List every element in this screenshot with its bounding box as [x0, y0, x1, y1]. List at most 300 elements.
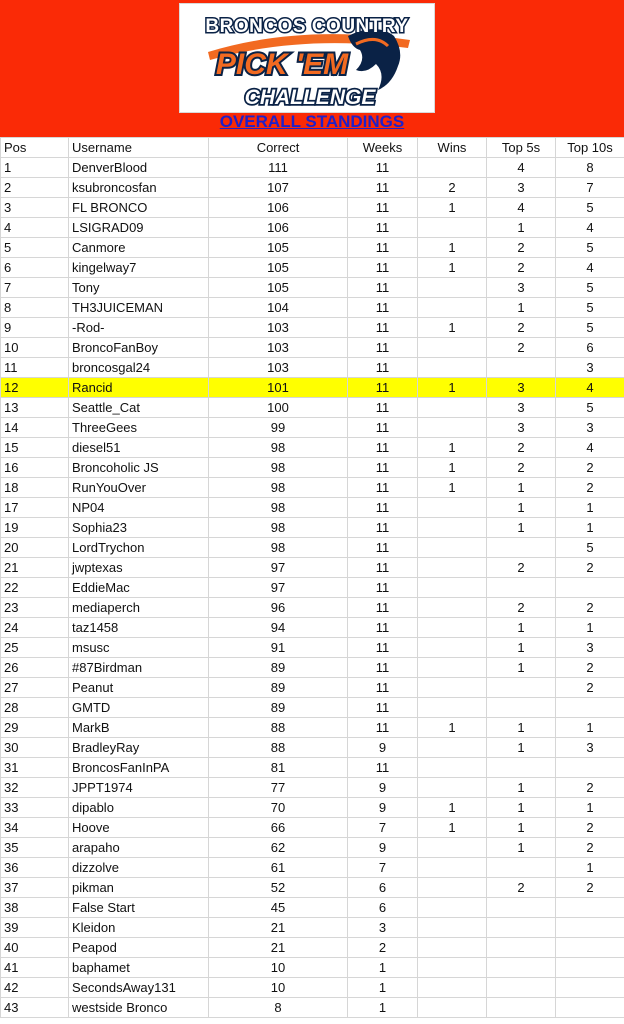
- wins-cell: 2: [418, 178, 487, 198]
- logo-line-2: PICK 'EM: [215, 48, 349, 81]
- top10s-cell: [556, 938, 624, 958]
- weeks-cell: 11: [348, 318, 418, 338]
- pos-cell: 23: [1, 598, 69, 618]
- weeks-cell: 6: [348, 878, 418, 898]
- pos-cell: 20: [1, 538, 69, 558]
- wins-cell: [418, 598, 487, 618]
- weeks-cell: 11: [348, 438, 418, 458]
- col-header-weeks: Weeks: [348, 138, 418, 158]
- pos-cell: 12: [1, 378, 69, 398]
- col-header-username: Username: [69, 138, 209, 158]
- weeks-cell: 11: [348, 258, 418, 278]
- correct-cell: 88: [209, 718, 348, 738]
- wins-cell: [418, 778, 487, 798]
- table-row: [1, 558, 624, 578]
- pos-cell: 17: [1, 498, 69, 518]
- wins-cell: 1: [418, 238, 487, 258]
- username-cell: dipablo: [69, 798, 209, 818]
- pos-cell: 41: [1, 958, 69, 978]
- table-row: [1, 258, 624, 278]
- username-cell: #87Birdman: [69, 658, 209, 678]
- top10s-cell: 2: [556, 458, 624, 478]
- col-header-correct: Correct: [209, 138, 348, 158]
- pos-cell: 42: [1, 978, 69, 998]
- username-cell: Broncoholic JS: [69, 458, 209, 478]
- wins-cell: 1: [418, 378, 487, 398]
- weeks-cell: 11: [348, 198, 418, 218]
- correct-cell: 106: [209, 198, 348, 218]
- weeks-cell: 11: [348, 718, 418, 738]
- correct-cell: 98: [209, 458, 348, 478]
- username-cell: FL BRONCO: [69, 198, 209, 218]
- top10s-cell: 1: [556, 498, 624, 518]
- table-row: [1, 718, 624, 738]
- pos-cell: 3: [1, 198, 69, 218]
- correct-cell: 81: [209, 758, 348, 778]
- weeks-cell: 11: [348, 558, 418, 578]
- top10s-cell: 1: [556, 858, 624, 878]
- top5s-cell: 1: [487, 718, 556, 738]
- col-header-top10s: Top 10s: [556, 138, 624, 158]
- table-row: [1, 398, 624, 418]
- correct-cell: 94: [209, 618, 348, 638]
- username-cell: dizzolve: [69, 858, 209, 878]
- correct-cell: 61: [209, 858, 348, 878]
- top10s-cell: 8: [556, 158, 624, 178]
- username-cell: Peapod: [69, 938, 209, 958]
- correct-cell: 45: [209, 898, 348, 918]
- username-cell: Hoove: [69, 818, 209, 838]
- top10s-cell: 5: [556, 198, 624, 218]
- pos-cell: 19: [1, 518, 69, 538]
- weeks-cell: 11: [348, 238, 418, 258]
- wins-cell: [418, 578, 487, 598]
- pos-cell: 7: [1, 278, 69, 298]
- table-row: [1, 358, 624, 378]
- top10s-cell: 6: [556, 338, 624, 358]
- top10s-cell: 2: [556, 658, 624, 678]
- top10s-cell: 1: [556, 518, 624, 538]
- top5s-cell: 1: [487, 778, 556, 798]
- standings-body: [1, 158, 624, 1018]
- pos-cell: 22: [1, 578, 69, 598]
- username-cell: Canmore: [69, 238, 209, 258]
- top10s-cell: 2: [556, 878, 624, 898]
- username-cell: mediaperch: [69, 598, 209, 618]
- logo-graphic: [180, 4, 434, 112]
- pos-cell: 33: [1, 798, 69, 818]
- top10s-cell: [556, 998, 624, 1018]
- wins-cell: [418, 858, 487, 878]
- correct-cell: 103: [209, 358, 348, 378]
- top10s-cell: 7: [556, 178, 624, 198]
- wins-cell: [418, 958, 487, 978]
- weeks-cell: 9: [348, 738, 418, 758]
- username-cell: Sophia23: [69, 518, 209, 538]
- top5s-cell: [487, 358, 556, 378]
- col-header-top5s: Top 5s: [487, 138, 556, 158]
- top10s-cell: 3: [556, 358, 624, 378]
- top10s-cell: 5: [556, 538, 624, 558]
- username-cell: JPPT1974: [69, 778, 209, 798]
- pos-cell: 11: [1, 358, 69, 378]
- top10s-cell: [556, 698, 624, 718]
- username-cell: False Start: [69, 898, 209, 918]
- username-cell: BroncosFanInPA: [69, 758, 209, 778]
- username-cell: Rancid: [69, 378, 209, 398]
- weeks-cell: 2: [348, 938, 418, 958]
- top10s-cell: 2: [556, 838, 624, 858]
- username-cell: TH3JUICEMAN: [69, 298, 209, 318]
- table-row: [1, 818, 624, 838]
- wins-cell: [418, 278, 487, 298]
- table-row: [1, 338, 624, 358]
- top10s-cell: 4: [556, 438, 624, 458]
- correct-cell: 99: [209, 418, 348, 438]
- table-row: [1, 998, 624, 1018]
- top5s-cell: [487, 678, 556, 698]
- top5s-cell: 2: [487, 598, 556, 618]
- top5s-cell: 1: [487, 638, 556, 658]
- pos-cell: 32: [1, 778, 69, 798]
- top10s-cell: 3: [556, 638, 624, 658]
- correct-cell: 8: [209, 998, 348, 1018]
- weeks-cell: 6: [348, 898, 418, 918]
- correct-cell: 62: [209, 838, 348, 858]
- table-row: [1, 878, 624, 898]
- pos-cell: 4: [1, 218, 69, 238]
- header-banner: [0, 0, 624, 137]
- top10s-cell: 1: [556, 618, 624, 638]
- weeks-cell: 11: [348, 598, 418, 618]
- pos-cell: 30: [1, 738, 69, 758]
- weeks-cell: 11: [348, 518, 418, 538]
- pos-cell: 5: [1, 238, 69, 258]
- top5s-cell: 3: [487, 278, 556, 298]
- wins-cell: [418, 998, 487, 1018]
- table-row: [1, 658, 624, 678]
- wins-cell: 1: [418, 198, 487, 218]
- wins-cell: [418, 678, 487, 698]
- correct-cell: 103: [209, 338, 348, 358]
- username-cell: MarkB: [69, 718, 209, 738]
- table-row: [1, 638, 624, 658]
- weeks-cell: 11: [348, 538, 418, 558]
- username-cell: GMTD: [69, 698, 209, 718]
- table-row: [1, 618, 624, 638]
- top5s-cell: [487, 698, 556, 718]
- weeks-cell: 7: [348, 858, 418, 878]
- weeks-cell: 11: [348, 678, 418, 698]
- top5s-cell: 4: [487, 198, 556, 218]
- correct-cell: 97: [209, 558, 348, 578]
- top5s-cell: 1: [487, 738, 556, 758]
- wins-cell: [418, 538, 487, 558]
- top10s-cell: 5: [556, 238, 624, 258]
- table-row: [1, 198, 624, 218]
- username-cell: baphamet: [69, 958, 209, 978]
- username-cell: EddieMac: [69, 578, 209, 598]
- top5s-cell: [487, 938, 556, 958]
- username-cell: RunYouOver: [69, 478, 209, 498]
- pos-cell: 37: [1, 878, 69, 898]
- table-row: [1, 958, 624, 978]
- top5s-cell: 2: [487, 458, 556, 478]
- wins-cell: [418, 218, 487, 238]
- weeks-cell: 11: [348, 478, 418, 498]
- weeks-cell: 11: [348, 418, 418, 438]
- pos-cell: 2: [1, 178, 69, 198]
- top5s-cell: 4: [487, 158, 556, 178]
- correct-cell: 89: [209, 678, 348, 698]
- table-row: [1, 578, 624, 598]
- correct-cell: 98: [209, 518, 348, 538]
- pos-cell: 14: [1, 418, 69, 438]
- col-header-pos: Pos: [1, 138, 69, 158]
- wins-cell: [418, 658, 487, 678]
- correct-cell: 10: [209, 978, 348, 998]
- pos-cell: 24: [1, 618, 69, 638]
- weeks-cell: 9: [348, 838, 418, 858]
- pos-cell: 6: [1, 258, 69, 278]
- pos-cell: 25: [1, 638, 69, 658]
- top5s-cell: 1: [487, 818, 556, 838]
- username-cell: -Rod-: [69, 318, 209, 338]
- correct-cell: 77: [209, 778, 348, 798]
- username-cell: SecondsAway131: [69, 978, 209, 998]
- top5s-cell: [487, 998, 556, 1018]
- weeks-cell: 1: [348, 978, 418, 998]
- page-title: OVERALL STANDINGS: [219, 112, 405, 131]
- pos-cell: 1: [1, 158, 69, 178]
- weeks-cell: 11: [348, 158, 418, 178]
- username-cell: DenverBlood: [69, 158, 209, 178]
- wins-cell: [418, 418, 487, 438]
- pos-cell: 38: [1, 898, 69, 918]
- table-row: [1, 518, 624, 538]
- wins-cell: [418, 298, 487, 318]
- table-row: [1, 498, 624, 518]
- top10s-cell: [556, 918, 624, 938]
- table-row: [1, 218, 624, 238]
- correct-cell: 98: [209, 538, 348, 558]
- weeks-cell: 9: [348, 798, 418, 818]
- table-row: [1, 758, 624, 778]
- top10s-cell: 5: [556, 398, 624, 418]
- correct-cell: 106: [209, 218, 348, 238]
- weeks-cell: 11: [348, 578, 418, 598]
- table-row: [1, 418, 624, 438]
- table-row: [1, 978, 624, 998]
- username-cell: ThreeGees: [69, 418, 209, 438]
- weeks-cell: 1: [348, 958, 418, 978]
- top5s-cell: [487, 978, 556, 998]
- top5s-cell: 1: [487, 838, 556, 858]
- username-cell: ksubroncosfan: [69, 178, 209, 198]
- correct-cell: 105: [209, 258, 348, 278]
- weeks-cell: 11: [348, 278, 418, 298]
- wins-cell: [418, 558, 487, 578]
- top10s-cell: [556, 898, 624, 918]
- table-header-row: [1, 138, 624, 158]
- wins-cell: 1: [418, 818, 487, 838]
- top5s-cell: 2: [487, 238, 556, 258]
- username-cell: jwptexas: [69, 558, 209, 578]
- top5s-cell: 1: [487, 618, 556, 638]
- username-cell: taz1458: [69, 618, 209, 638]
- wins-cell: [418, 498, 487, 518]
- pos-cell: 10: [1, 338, 69, 358]
- wins-cell: [418, 738, 487, 758]
- pos-cell: 13: [1, 398, 69, 418]
- weeks-cell: 11: [348, 638, 418, 658]
- logo-line-3: CHALLENGE: [244, 86, 376, 109]
- col-header-wins: Wins: [418, 138, 487, 158]
- top10s-cell: 5: [556, 318, 624, 338]
- wins-cell: [418, 618, 487, 638]
- table-row: [1, 478, 624, 498]
- username-cell: BroncoFanBoy: [69, 338, 209, 358]
- top10s-cell: 2: [556, 678, 624, 698]
- correct-cell: 98: [209, 478, 348, 498]
- correct-cell: 105: [209, 238, 348, 258]
- top10s-cell: 2: [556, 598, 624, 618]
- table-row: [1, 538, 624, 558]
- top5s-cell: [487, 578, 556, 598]
- table-row: [1, 678, 624, 698]
- correct-cell: 91: [209, 638, 348, 658]
- pos-cell: 26: [1, 658, 69, 678]
- correct-cell: 89: [209, 658, 348, 678]
- pos-cell: 43: [1, 998, 69, 1018]
- weeks-cell: 9: [348, 778, 418, 798]
- weeks-cell: 11: [348, 698, 418, 718]
- top10s-cell: 5: [556, 278, 624, 298]
- wins-cell: 1: [418, 258, 487, 278]
- correct-cell: 107: [209, 178, 348, 198]
- top5s-cell: 1: [487, 298, 556, 318]
- weeks-cell: 11: [348, 758, 418, 778]
- wins-cell: [418, 758, 487, 778]
- table-row: [1, 838, 624, 858]
- top5s-cell: 1: [487, 518, 556, 538]
- wins-cell: [418, 338, 487, 358]
- table-row: [1, 898, 624, 918]
- correct-cell: 98: [209, 438, 348, 458]
- top10s-cell: [556, 758, 624, 778]
- top5s-cell: 3: [487, 418, 556, 438]
- top5s-cell: [487, 758, 556, 778]
- weeks-cell: 11: [348, 338, 418, 358]
- weeks-cell: 7: [348, 818, 418, 838]
- table-row-highlighted: [1, 378, 624, 398]
- top5s-cell: [487, 538, 556, 558]
- correct-cell: 52: [209, 878, 348, 898]
- correct-cell: 96: [209, 598, 348, 618]
- top5s-cell: 2: [487, 318, 556, 338]
- correct-cell: 21: [209, 918, 348, 938]
- correct-cell: 10: [209, 958, 348, 978]
- weeks-cell: 11: [348, 358, 418, 378]
- top5s-cell: [487, 858, 556, 878]
- weeks-cell: 11: [348, 398, 418, 418]
- table-row: [1, 738, 624, 758]
- correct-cell: 21: [209, 938, 348, 958]
- top10s-cell: 1: [556, 798, 624, 818]
- top5s-cell: 2: [487, 558, 556, 578]
- table-row: [1, 238, 624, 258]
- weeks-cell: 11: [348, 218, 418, 238]
- table-row: [1, 298, 624, 318]
- pos-cell: 31: [1, 758, 69, 778]
- table-row: [1, 938, 624, 958]
- correct-cell: 100: [209, 398, 348, 418]
- wins-cell: 1: [418, 318, 487, 338]
- pos-cell: 18: [1, 478, 69, 498]
- table-row: [1, 858, 624, 878]
- top10s-cell: 4: [556, 258, 624, 278]
- top10s-cell: 4: [556, 218, 624, 238]
- pos-cell: 36: [1, 858, 69, 878]
- top5s-cell: [487, 898, 556, 918]
- pos-cell: 29: [1, 718, 69, 738]
- weeks-cell: 11: [348, 298, 418, 318]
- weeks-cell: 11: [348, 458, 418, 478]
- standings-table: [0, 137, 624, 1018]
- wins-cell: 1: [418, 438, 487, 458]
- correct-cell: 104: [209, 298, 348, 318]
- table-row: [1, 278, 624, 298]
- top5s-cell: [487, 958, 556, 978]
- username-cell: Peanut: [69, 678, 209, 698]
- correct-cell: 111: [209, 158, 348, 178]
- top5s-cell: 1: [487, 478, 556, 498]
- wins-cell: [418, 158, 487, 178]
- weeks-cell: 11: [348, 178, 418, 198]
- wins-cell: [418, 918, 487, 938]
- correct-cell: 98: [209, 498, 348, 518]
- top5s-cell: 2: [487, 438, 556, 458]
- table-row: [1, 158, 624, 178]
- top5s-cell: 1: [487, 658, 556, 678]
- correct-cell: 70: [209, 798, 348, 818]
- username-cell: kingelway7: [69, 258, 209, 278]
- table-row: [1, 438, 624, 458]
- pos-cell: 40: [1, 938, 69, 958]
- top5s-cell: 3: [487, 398, 556, 418]
- wins-cell: [418, 938, 487, 958]
- pos-cell: 28: [1, 698, 69, 718]
- weeks-cell: 3: [348, 918, 418, 938]
- username-cell: Tony: [69, 278, 209, 298]
- correct-cell: 103: [209, 318, 348, 338]
- table-row: [1, 318, 624, 338]
- wins-cell: [418, 358, 487, 378]
- username-cell: LSIGRAD09: [69, 218, 209, 238]
- wins-cell: [418, 638, 487, 658]
- username-cell: arapaho: [69, 838, 209, 858]
- top10s-cell: 2: [556, 778, 624, 798]
- username-cell: NP04: [69, 498, 209, 518]
- top5s-cell: [487, 918, 556, 938]
- username-cell: LordTrychon: [69, 538, 209, 558]
- top10s-cell: 3: [556, 418, 624, 438]
- top10s-cell: 2: [556, 558, 624, 578]
- correct-cell: 105: [209, 278, 348, 298]
- wins-cell: [418, 838, 487, 858]
- table-row: [1, 458, 624, 478]
- wins-cell: [418, 978, 487, 998]
